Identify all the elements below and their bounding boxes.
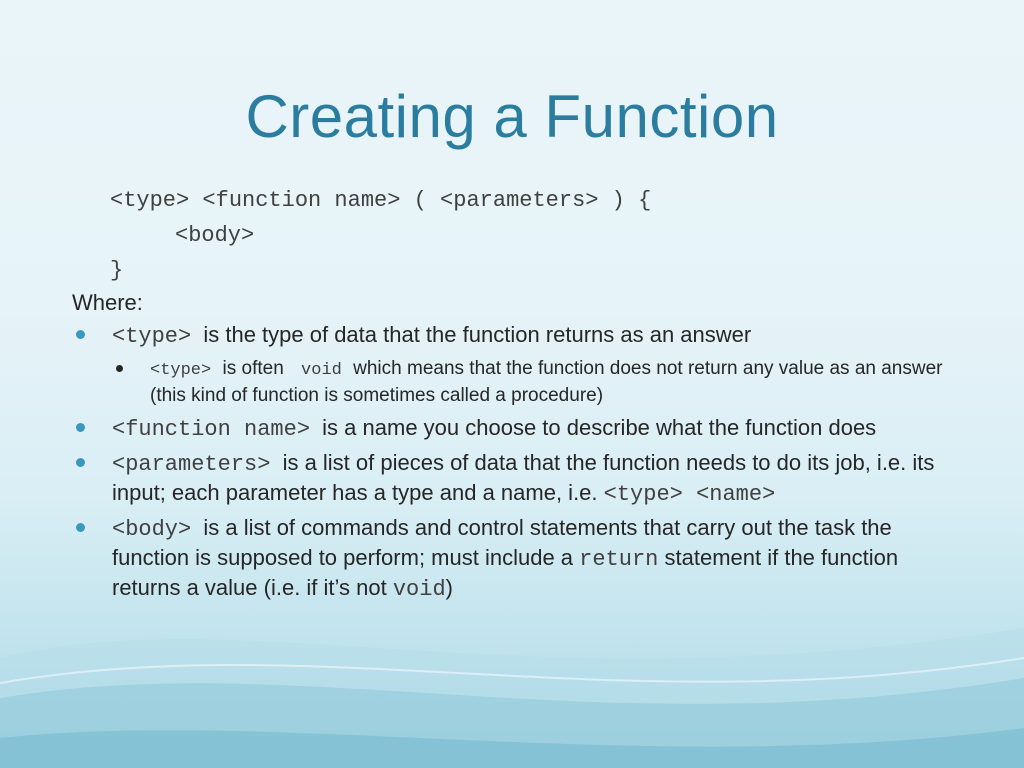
- bullet-function-name: [72, 414, 962, 444]
- code-term: <function name>: [112, 417, 311, 442]
- sub-bullet-text: is often: [222, 358, 284, 379]
- bullet-dot-icon: [76, 423, 85, 432]
- code-syntax-block: [110, 183, 651, 288]
- slide-title: Creating a Function: [245, 83, 779, 150]
- bullet-body: [72, 514, 962, 604]
- sub-bullet-void: [72, 356, 962, 408]
- bullet-parameters: [72, 449, 962, 509]
- sub-bullet-text: which means that the function does not return any value as an answer (this kind of function is sometimes called a procedure): [150, 358, 943, 406]
- bullet-text: is a list of pieces of data that the function needs to do its job, i.e. its input; each parameter has a type and a name, i.e.: [112, 450, 935, 505]
- slide-body: [72, 289, 962, 609]
- code-term: <type>: [112, 324, 192, 349]
- code-line-body: <body>: [175, 223, 255, 248]
- bullet-text: is the type of data that the function returns as an answer: [203, 322, 752, 347]
- bullet-dot-icon: [76, 523, 85, 532]
- bullet-dot-icon: [116, 365, 123, 372]
- bullet-dot-icon: [76, 330, 85, 339]
- code-term: <parameters>: [112, 452, 271, 477]
- bullet-type: [72, 321, 962, 351]
- code-term: return: [579, 547, 659, 572]
- code-line-signature: <type> <function name> ( <parameters> ) {: [110, 188, 652, 213]
- bullet-text: statement if the function returns a value (i.e. if it’s not: [112, 545, 899, 600]
- code-term: <type> <name>: [603, 482, 776, 507]
- bullet-text: ): [445, 575, 453, 600]
- bullet-text: is a name you choose to describe what the function does: [322, 415, 877, 440]
- bullet-text: is a list of commands and control statements that carry out the task the function is supposed to perform; must include a: [112, 515, 892, 570]
- code-line-close: }: [110, 258, 124, 283]
- code-term: <type>: [150, 361, 212, 380]
- code-term: void: [301, 361, 342, 380]
- code-term: void: [392, 577, 446, 602]
- bullet-dot-icon: [76, 458, 85, 467]
- code-term: <body>: [112, 517, 192, 542]
- where-label: Where:: [72, 290, 143, 315]
